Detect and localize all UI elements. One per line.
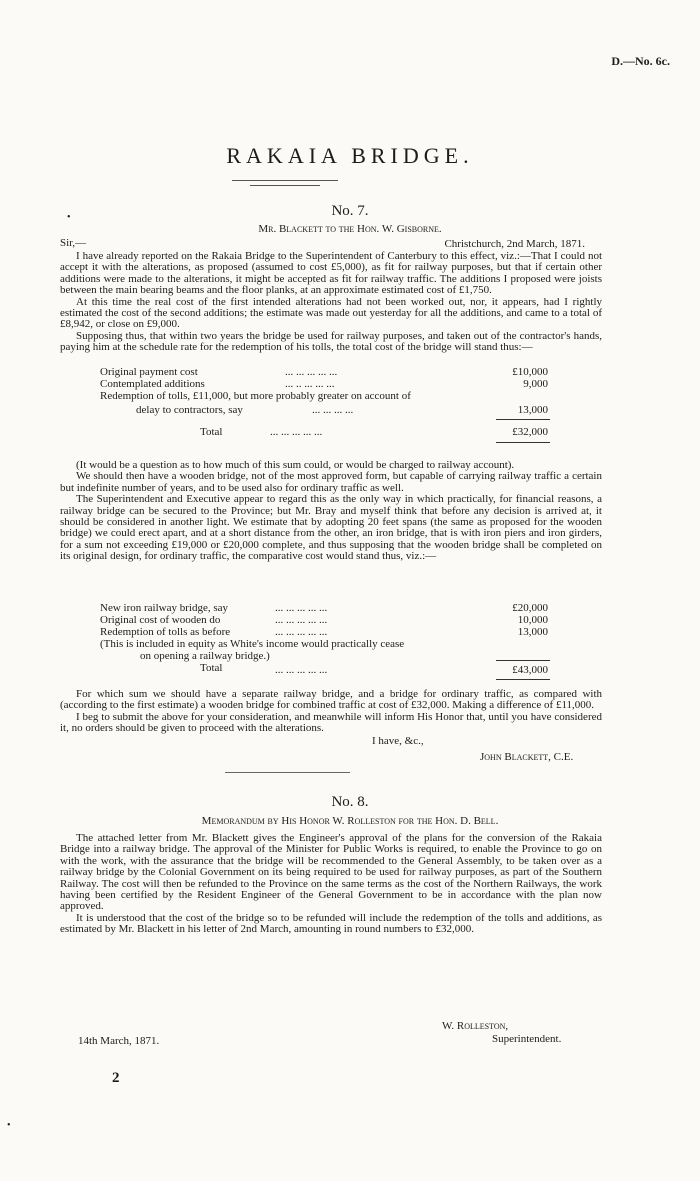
section-number-7: No. 7.: [331, 203, 369, 219]
table-row-amount: 10,000: [517, 614, 548, 626]
paragraph: I have already reported on the Rakaia Bridge to the Superintendent of Canterbury to this effect, viz.:—That I could not accept it with the alterations, as proposed (assumed to cost £5,000), as fit for railway purposes, but that if certain other additions were made to the alterations, it might be accepted as fit for railway traffic. The additions I proposed were joists between the main bearing beams and the floor planks, at an approximate estimated cost of £1,750.: [60, 250, 602, 297]
memo-signature: W. Rolleston,: [442, 1020, 509, 1032]
table-row-label: Contemplated additions: [100, 378, 205, 390]
table-row-note: (This is included in equity as White's income would practically cease: [100, 638, 405, 650]
total-amount: £32,000: [512, 426, 548, 438]
memo-heading: Memorandum by His Honor W. Rolleston for the Hon. D. Bell.: [201, 815, 499, 827]
paragraph: It is understood that the cost of the bridge so to be refunded will include the redemption of the tolls and additions, as estimated by Mr. Blackett in his letter of 2nd March, amounting in round numbers to £32,000.: [60, 911, 602, 936]
page-reference: D.—No. 6c.: [611, 54, 670, 68]
paragraph: At this time the real cost of the first intended alterations had not been worked out, nor, it appears, had I rightly estimated the cost of the second additions; the estimate was made out yesterday for all the additions, and came to a total of £8,942, or close on £9,000.: [60, 295, 602, 331]
memo-date: 14th March, 1871.: [78, 1035, 160, 1047]
ink-mark: •: [7, 1120, 11, 1131]
table-row-amount: 13,000: [517, 404, 548, 416]
title-rule-top: [232, 180, 338, 181]
place-date: Christchurch, 2nd March, 1871.: [444, 238, 585, 250]
table-row-amount: 13,000: [517, 626, 548, 638]
total-dots: ... ... ... ... ...: [275, 664, 328, 676]
sum-rule: [496, 679, 550, 680]
table-row-label: Original payment cost: [100, 366, 198, 378]
letter-body-part1: [60, 251, 602, 354]
table-row-dots: ... ... ... ... ...: [275, 602, 328, 614]
total-label: Total: [200, 662, 223, 674]
letter-body-part3: [60, 689, 602, 735]
table-row-label: New iron railway bridge, say: [100, 602, 228, 614]
memo-body: [60, 833, 602, 936]
table-row-dots: ... ... ... ... ...: [285, 366, 338, 378]
title-rule-bottom: [250, 185, 320, 186]
letter-body-part2: [60, 460, 602, 563]
sum-rule: [496, 419, 550, 420]
letter-closing: I have, &c.,: [372, 735, 424, 747]
paragraph: Supposing thus, that within two years the bridge be used for railway purposes, and taken out of the contractor's hands, paying him at the schedule rate for the redemption of his tolls, the total cost of the bridge will stand thus:—: [60, 329, 602, 354]
table-row-amount: 9,000: [523, 378, 548, 390]
table-row-dots: ... ... ... ...: [312, 404, 354, 416]
table-row-label: delay to contractors, say: [136, 404, 243, 416]
section-number-8: No. 8.: [331, 794, 369, 810]
ink-mark: •: [67, 212, 71, 223]
sum-rule: [496, 442, 550, 443]
table-row-dots: ... ... ... ... ...: [275, 626, 328, 638]
sum-rule: [496, 660, 550, 661]
letter-heading: Mr. Blackett to the Hon. W. Gisborne.: [258, 223, 442, 235]
paragraph: I beg to submit the above for your consideration, and meanwhile will inform His Honor that, until you have considered it, no orders should be given to proceed with the alterations.: [60, 710, 602, 735]
table-row-note: on opening a railway bridge.): [140, 650, 270, 662]
table-row-dots: ... ... ... ... ...: [275, 614, 328, 626]
total-dots: ... ... ... ... ...: [270, 426, 323, 438]
section-divider: [225, 772, 350, 773]
table-row-label: Redemption of tolls, £11,000, but more probably greater on account of: [100, 390, 411, 402]
page-title: RAKAIA BRIDGE.: [226, 143, 474, 168]
salutation: Sir,—: [60, 237, 87, 249]
paragraph: The attached letter from Mr. Blackett gives the Engineer's approval of the plans for the conversion of the Rakaia Bridge into a railway bridge. The approval of the Minister for Public Works is required, to enable the Province to go on with the work, with the assurance that the bridge will be recommended to the General Assembly, to be taken over as a railway bridge by the Colonial Government on its being required to be used for railway purposes, as part of the Southern Railway. The cost will then be refunded to the Province on the same terms as the cost of the Northern Railways, the work having been certified by the Resident Engineer of the General Government to be in accordance with the plan now approved.: [60, 832, 602, 913]
table-row-amount: £20,000: [512, 602, 548, 614]
memo-signature-title: Superintendent.: [492, 1033, 562, 1045]
table-row-dots: ... .. ... ... ...: [285, 378, 335, 390]
total-label: Total: [200, 426, 223, 438]
total-amount: £43,000: [512, 664, 548, 676]
paragraph: The Superintendent and Executive appear to regard this as the only way in which practically, for financial reasons, a railway bridge can be secured to the Province; but Mr. Bray and myself think that before any decision is arrived at, it should be considered in another light. We estimate that by adopting 20 feet spans (the same as proposed for the wooden bridge) we could erect apart, and at a short distance from the other, an iron bridge, that is with iron piers and iron girders, for a sum not exceeding £19,000 or £20,000 complete, and thus supposing that the wooden bridge shall be completed on its original design, for ordinary traffic, the comparative cost would stand thus, viz.:—: [60, 493, 602, 563]
paragraph: For which sum we should have a separate railway bridge, and a bridge for ordinary traffic, as compared with (according to the first estimate) a wooden bridge for combined traffic at cost of £32,000. Making a difference of £11,000.: [60, 688, 602, 712]
page-number: 2: [112, 1070, 120, 1086]
letter-signature: John Blackett, C.E.: [480, 751, 574, 763]
table-row-label: Original cost of wooden do: [100, 614, 221, 626]
paragraph: We should then have a wooden bridge, not of the most approved form, but capable of carrying railway traffic a certain but indefinite number of years, and to be used also for ordinary traffic as well.: [60, 470, 602, 494]
table-row-label: Redemption of tolls as before: [100, 626, 231, 638]
table-row-amount: £10,000: [512, 366, 548, 378]
paragraph: (It would be a question as to how much of this sum could, or would be charged to railway account).: [76, 459, 515, 471]
